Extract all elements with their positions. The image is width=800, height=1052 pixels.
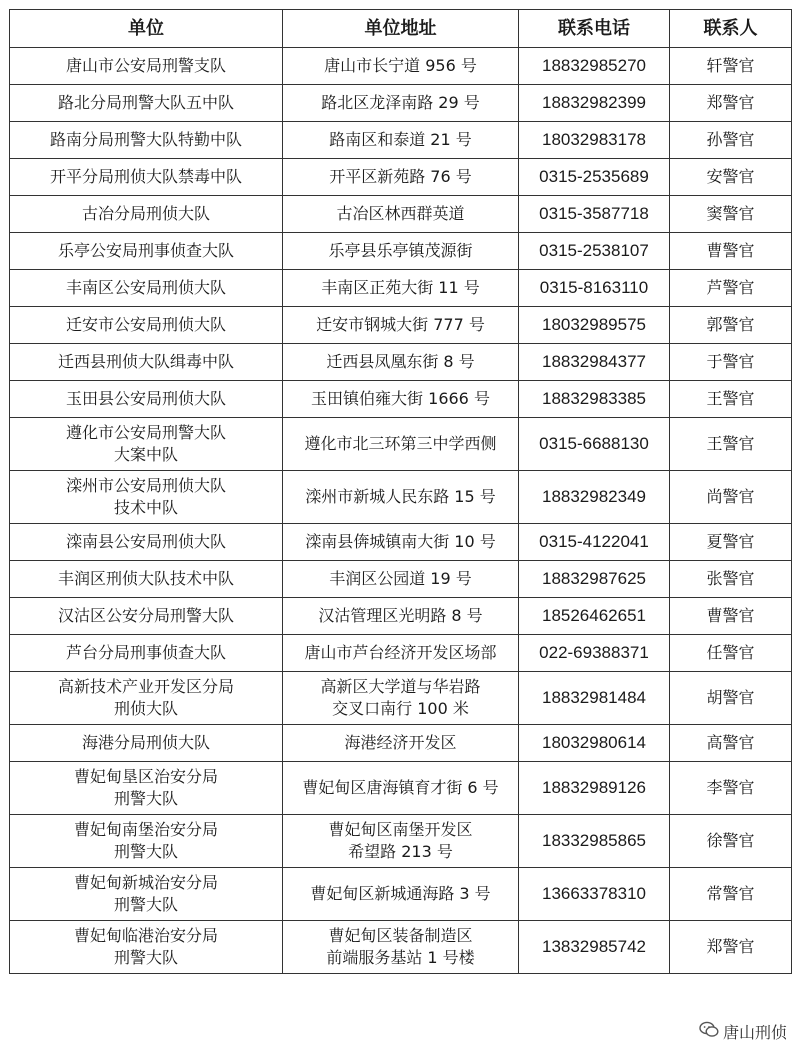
unit-line: 乐亭公安局刑事侦查大队	[57, 241, 234, 260]
contact-cell: 夏警官	[670, 524, 792, 561]
unit-cell	[10, 815, 283, 868]
phone-cell: 13832985742	[519, 921, 670, 974]
table-row	[10, 725, 792, 762]
unit-cell	[10, 471, 283, 524]
phone-cell: 18332985865	[519, 815, 670, 868]
unit-line: 海港分局刑侦大队	[81, 733, 210, 752]
phone-cell: 0315-2535689	[519, 159, 670, 196]
unit-cell	[10, 635, 283, 672]
watermark-text: 唐山刑侦	[722, 1023, 787, 1042]
phone-cell: 0315-2538107	[519, 233, 670, 270]
table-row	[10, 921, 792, 974]
contact-cell: 任警官	[670, 635, 792, 672]
unit-line: 迁安市公安局刑侦大队	[65, 315, 226, 334]
table-row	[10, 762, 792, 815]
address-cell	[283, 725, 519, 762]
address-line: 高新区大学道与华岩路	[320, 677, 481, 696]
unit-cell	[10, 122, 283, 159]
address-line: 路南区和泰道 21 号	[329, 130, 472, 149]
table-row	[10, 122, 792, 159]
unit-cell	[10, 196, 283, 233]
unit-line: 大案中队	[113, 445, 178, 464]
unit-cell	[10, 921, 283, 974]
contact-cell: 常警官	[670, 868, 792, 921]
table-row	[10, 524, 792, 561]
table-row	[10, 471, 792, 524]
address-line: 遵化市北三环第三中学西侧	[304, 434, 497, 453]
address-line: 唐山市长宁道 956 号	[324, 56, 477, 75]
unit-line: 刑警大队	[113, 895, 178, 914]
address-cell	[283, 471, 519, 524]
contact-cell: 郑警官	[670, 921, 792, 974]
unit-cell	[10, 307, 283, 344]
phone-cell: 18832987625	[519, 561, 670, 598]
phone-cell: 18832981484	[519, 672, 670, 725]
table-row	[10, 418, 792, 471]
header-unit: 单位	[10, 10, 283, 48]
unit-line: 曹妃甸垦区治安分局	[73, 767, 218, 786]
unit-line: 刑警大队	[113, 842, 178, 861]
watermark	[696, 1019, 790, 1044]
unit-line: 高新技术产业开发区分局	[57, 677, 234, 696]
table-row	[10, 85, 792, 122]
contact-cell: 郭警官	[670, 307, 792, 344]
table-row	[10, 196, 792, 233]
address-cell	[283, 672, 519, 725]
address-line: 曹妃甸区装备制造区	[328, 926, 473, 945]
contact-cell: 轩警官	[670, 48, 792, 85]
table-row	[10, 815, 792, 868]
unit-line: 丰润区刑侦大队技术中队	[57, 569, 234, 588]
header-contact: 联系人	[670, 10, 792, 48]
address-cell	[283, 815, 519, 868]
table-row	[10, 598, 792, 635]
contact-cell: 安警官	[670, 159, 792, 196]
table-row	[10, 381, 792, 418]
wechat-logo-icon	[699, 1021, 719, 1042]
unit-cell	[10, 418, 283, 471]
phone-cell: 0315-6688130	[519, 418, 670, 471]
unit-line: 遵化市公安局刑警大队	[65, 423, 226, 442]
address-line: 路北区龙泽南路 29 号	[321, 93, 480, 112]
unit-cell	[10, 159, 283, 196]
unit-cell	[10, 725, 283, 762]
contact-cell: 徐警官	[670, 815, 792, 868]
unit-cell	[10, 598, 283, 635]
address-cell	[283, 159, 519, 196]
unit-line: 玉田县公安局刑侦大队	[65, 389, 226, 408]
unit-cell	[10, 524, 283, 561]
contact-cell: 于警官	[670, 344, 792, 381]
address-cell	[283, 85, 519, 122]
address-line: 海港经济开发区	[344, 733, 457, 752]
unit-line: 开平分局刑侦大队禁毒中队	[49, 167, 242, 186]
unit-line: 技术中队	[113, 498, 178, 517]
address-cell	[283, 868, 519, 921]
header-row	[10, 10, 792, 48]
contact-cell: 孙警官	[670, 122, 792, 159]
phone-cell: 18832982399	[519, 85, 670, 122]
table-row	[10, 344, 792, 381]
header-phone: 联系电话	[519, 10, 670, 48]
address-line: 玉田镇伯雍大街 1666 号	[311, 389, 490, 408]
address-line: 丰润区公园道 19 号	[329, 569, 472, 588]
address-line: 曹妃甸区南堡开发区	[328, 820, 473, 839]
address-line: 古冶区林西群英道	[336, 204, 465, 223]
table-row	[10, 233, 792, 270]
address-cell	[283, 561, 519, 598]
phone-cell: 18832982349	[519, 471, 670, 524]
unit-cell	[10, 762, 283, 815]
address-cell	[283, 196, 519, 233]
address-cell	[283, 762, 519, 815]
unit-line: 古冶分局刑侦大队	[81, 204, 210, 223]
unit-cell	[10, 233, 283, 270]
header-address: 单位地址	[283, 10, 519, 48]
table-row	[10, 307, 792, 344]
address-line: 迁西县凤凰东街 8 号	[326, 352, 475, 371]
phone-cell: 18832983385	[519, 381, 670, 418]
contact-cell: 李警官	[670, 762, 792, 815]
unit-line: 滦州市公安局刑侦大队	[65, 476, 226, 495]
unit-line: 滦南县公安局刑侦大队	[65, 532, 226, 551]
address-line: 曹妃甸区唐海镇育才街 6 号	[302, 778, 499, 797]
unit-cell	[10, 270, 283, 307]
unit-line: 芦台分局刑事侦查大队	[65, 643, 226, 662]
phone-cell: 0315-8163110	[519, 270, 670, 307]
contact-cell: 曹警官	[670, 233, 792, 270]
address-line: 前端服务基站 1 号楼	[326, 948, 475, 967]
unit-line: 刑警大队	[113, 948, 178, 967]
unit-cell	[10, 672, 283, 725]
unit-cell	[10, 48, 283, 85]
phone-cell: 18832984377	[519, 344, 670, 381]
unit-line: 刑侦大队	[113, 699, 178, 718]
table-body	[10, 48, 792, 974]
contact-cell: 高警官	[670, 725, 792, 762]
unit-line: 曹妃甸南堡治安分局	[73, 820, 218, 839]
address-cell	[283, 270, 519, 307]
address-line: 开平区新苑路 76 号	[329, 167, 472, 186]
contact-cell: 芦警官	[670, 270, 792, 307]
phone-cell: 022-69388371	[519, 635, 670, 672]
table-row	[10, 270, 792, 307]
address-line: 丰南区正苑大街 11 号	[321, 278, 480, 297]
address-cell	[283, 635, 519, 672]
phone-cell: 18526462651	[519, 598, 670, 635]
contact-cell: 窦警官	[670, 196, 792, 233]
contact-cell: 张警官	[670, 561, 792, 598]
unit-line: 丰南区公安局刑侦大队	[65, 278, 226, 297]
unit-line: 刑警大队	[113, 789, 178, 808]
phone-cell: 18032980614	[519, 725, 670, 762]
unit-line: 曹妃甸新城治安分局	[73, 873, 218, 892]
contact-cell: 胡警官	[670, 672, 792, 725]
table-row	[10, 672, 792, 725]
contact-cell: 王警官	[670, 418, 792, 471]
table-row	[10, 561, 792, 598]
address-line: 汉沽管理区光明路 8 号	[318, 606, 483, 625]
phone-cell: 0315-3587718	[519, 196, 670, 233]
address-cell	[283, 381, 519, 418]
address-line: 曹妃甸区新城通海路 3 号	[310, 884, 491, 903]
address-line: 滦州市新城人民东路 15 号	[305, 487, 496, 506]
address-cell	[283, 418, 519, 471]
address-cell	[283, 598, 519, 635]
phone-cell: 18832989126	[519, 762, 670, 815]
address-cell	[283, 233, 519, 270]
unit-line: 路南分局刑警大队特勤中队	[49, 130, 242, 149]
unit-cell	[10, 381, 283, 418]
phone-cell: 18832985270	[519, 48, 670, 85]
contact-cell: 郑警官	[670, 85, 792, 122]
address-line: 乐亭县乐亭镇茂源街	[328, 241, 473, 260]
unit-cell	[10, 85, 283, 122]
unit-line: 迁西县刑侦大队缉毒中队	[57, 352, 234, 371]
unit-cell	[10, 561, 283, 598]
unit-line: 曹妃甸临港治安分局	[73, 926, 218, 945]
contacts-table	[9, 9, 792, 974]
unit-cell	[10, 868, 283, 921]
address-line: 交叉口南行 100 米	[332, 699, 469, 718]
table-row	[10, 635, 792, 672]
address-cell	[283, 48, 519, 85]
unit-line: 汉沽区公安分局刑警大队	[57, 606, 234, 625]
contact-cell: 曹警官	[670, 598, 792, 635]
address-cell	[283, 122, 519, 159]
address-line: 希望路 213 号	[348, 842, 453, 861]
table-row	[10, 159, 792, 196]
address-line: 滦南县倴城镇南大街 10 号	[305, 532, 496, 551]
phone-cell: 18032983178	[519, 122, 670, 159]
address-cell	[283, 307, 519, 344]
contact-cell: 王警官	[670, 381, 792, 418]
unit-line: 路北分局刑警大队五中队	[57, 93, 234, 112]
address-cell	[283, 524, 519, 561]
contact-cell: 尚警官	[670, 471, 792, 524]
phone-cell: 13663378310	[519, 868, 670, 921]
address-cell	[283, 344, 519, 381]
address-line: 唐山市芦台经济开发区场部	[304, 643, 497, 662]
table-row	[10, 868, 792, 921]
phone-cell: 18032989575	[519, 307, 670, 344]
unit-cell	[10, 344, 283, 381]
address-cell	[283, 921, 519, 974]
table-row	[10, 48, 792, 85]
phone-cell: 0315-4122041	[519, 524, 670, 561]
unit-line: 唐山市公安局刑警支队	[65, 56, 226, 75]
address-line: 迁安市钢城大街 777 号	[316, 315, 485, 334]
